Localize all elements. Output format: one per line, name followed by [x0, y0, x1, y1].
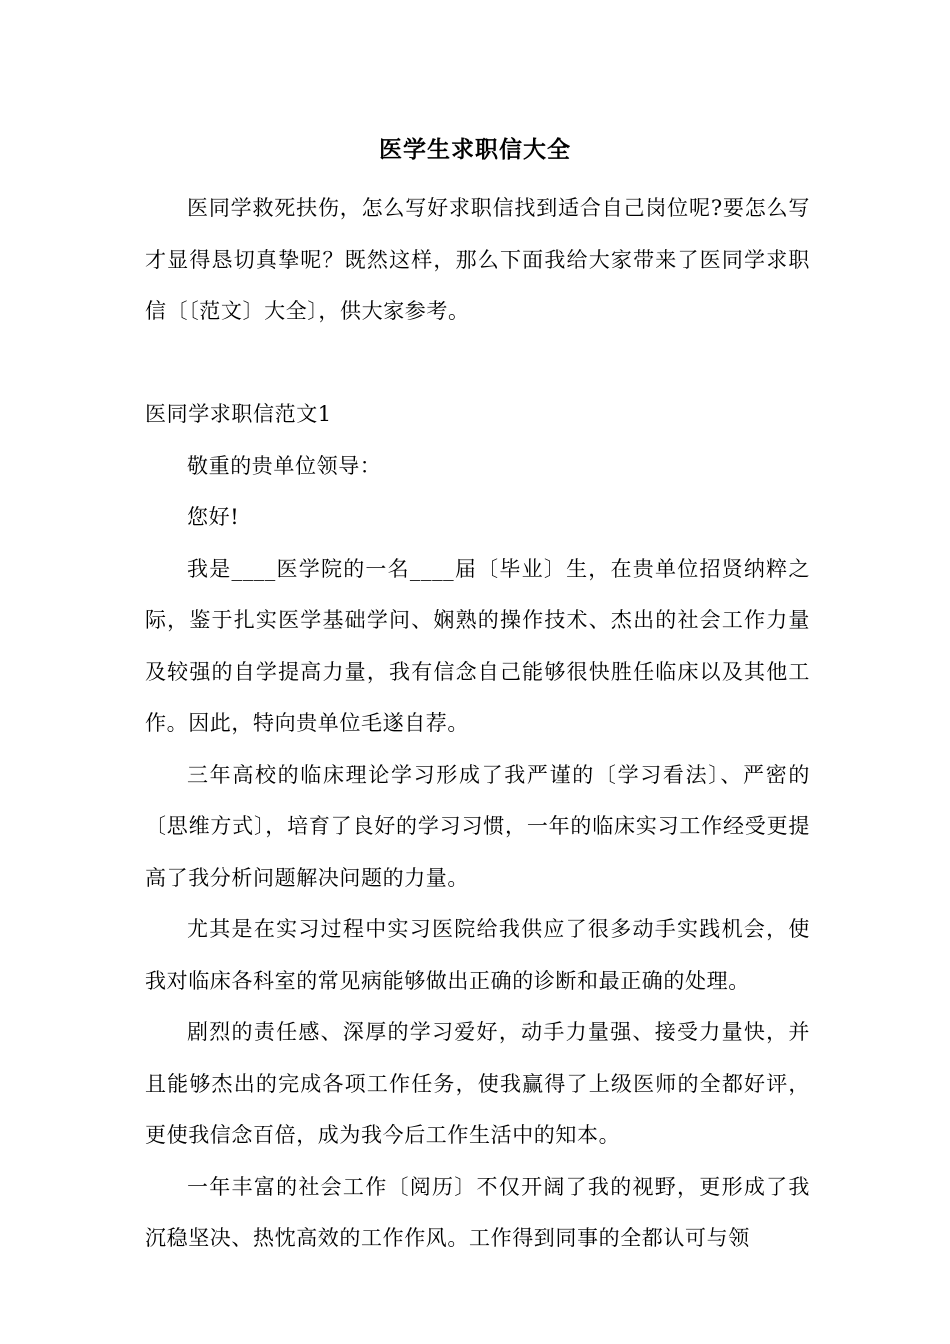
body-paragraph: 一年丰富的社会工作〔阅历〕不仅开阔了我的视野，更形成了我沉稳坚决、热忱高效的工作作风。工作得到同事的全都认可与领: [145, 1174, 810, 1250]
document-body: [145, 183, 810, 1265]
greeting: 您好!: [187, 505, 240, 529]
body-paragraph: 三年高校的临床理论学习形成了我严谨的〔学习看法〕、严密的〔思维方式〕，培育了良好的学习习惯，一年的临床实习工作经受更提高了我分析问题解决问题的力量。: [145, 762, 810, 890]
document-title: 医学生求职信大全: [379, 136, 571, 163]
body-paragraph: 我是____医学院的一名____届〔毕业〕生，在贵单位招贤纳粹之际，鉴于扎实医学基础学问、娴熟的操作技术、杰出的社会工作力量及较强的自学提高力量，我有信念自己能够很快胜任临床以及其他工作。因此，特向贵单位毛遂自荐。: [145, 556, 810, 735]
body-paragraph: 尤其是在实习过程中实习医院给我供应了很多动手实践机会，使我对临床各科室的常见病能够做出正确的诊断和最正确的处理。: [145, 917, 810, 993]
section-heading: 医同学求职信范文1: [145, 402, 332, 426]
intro-paragraph: 医同学救死扶伤，怎么写好求职信找到适合自己岗位呢?要怎么写才显得恳切真挚呢？既然这样，那么下面我给大家带来了医同学求职信〔〔范文〕大全〕，供大家参考。: [145, 196, 810, 323]
blank-line: [145, 338, 810, 390]
salutation: 敬重的贵单位领导：: [187, 453, 382, 478]
body-paragraph: 剧烈的责任感、深厚的学习爱好，动手力量强、接受力量快，并且能够杰出的完成各项工作任务，使我赢得了上级医师的全都好评，更使我信念百倍，成为我今后工作生活中的知本。: [145, 1020, 810, 1147]
